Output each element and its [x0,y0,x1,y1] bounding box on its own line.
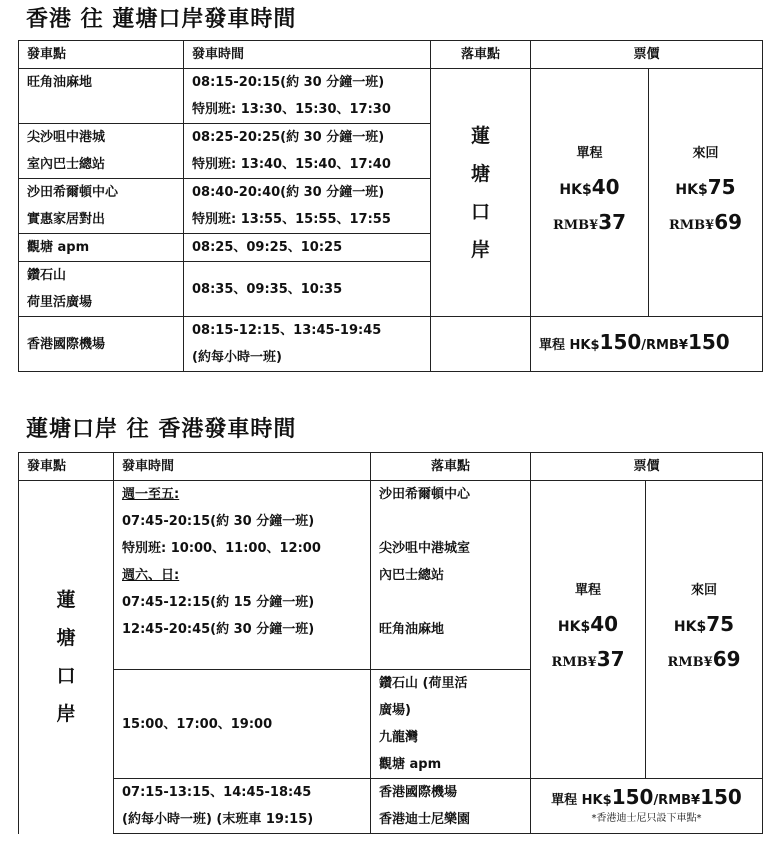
dropoff-blank [431,317,531,372]
origin-char: 口 [56,665,76,688]
time-text: 07:45-20:15(約 30 分鐘一班) [122,514,315,529]
stop-name: 實惠家居對出 [27,212,106,227]
stop-name: 荷里活廣場 [27,295,93,310]
header-fare: 票價 [531,453,763,481]
table-row-times: 08:35、09:35、10:35 [184,262,431,317]
drop-list-2 [371,670,531,779]
stop-name: 旺角油麻地 [27,75,93,90]
table-row-stop [19,262,184,317]
drop-name: 沙田希爾頓中心 [379,487,471,502]
drop-name: 香港迪士尼樂園 [379,812,471,827]
fare-single [531,481,646,779]
time-text: 07:15-13:15、14:45-18:45 [122,785,312,800]
hk-value: 75 [707,175,736,199]
table-row-stop [19,69,184,124]
hk-value: 75 [706,612,735,636]
table-row-stop: 觀塘 apm [19,234,184,262]
airport-rmb: 150 [700,785,742,809]
drop-name: 內巴士總站 [379,568,445,583]
drop-name: 旺角油麻地 [379,622,445,637]
hk-prefix: HK$ [557,619,591,635]
time-text: 12:45-20:45(約 30 分鐘一班) [122,622,315,637]
rmb-value: 69 [714,210,743,234]
airport-fare-line [531,786,762,812]
time-text: 特別班: 13:30、15:30、17:30 [192,102,391,117]
fare-airport [531,317,763,372]
fare-single [531,69,649,317]
drop-name: 尖沙咀中港城室 [379,541,471,556]
header-origin: 發車點 [19,41,184,69]
origin-char: 塘 [56,627,76,650]
fare-single-hk [531,608,645,643]
header-dropoff: 落車點 [371,453,531,481]
header-time: 發車時間 [114,453,371,481]
airport-fare-label: 單程 HK$ [539,338,600,353]
fare-single-label: 單程 [576,146,603,161]
hk-prefix: HK$ [675,182,708,198]
fare-return [646,481,763,779]
dropoff-char: 口 [470,200,490,223]
disney-note: *香港迪士尼只設下車點* [591,813,702,824]
header-dropoff: 落車點 [431,41,531,69]
drop-list-1 [371,481,531,670]
airport-fare-label: 單程 HK$ [551,793,612,808]
hk-prefix: HK$ [559,182,592,198]
schedule-table-to-hongkong [18,452,763,834]
rmb-value: 37 [598,210,627,234]
table-row-times [184,69,431,124]
time-text: 特別班: 13:55、15:55、17:55 [192,212,391,227]
drop-name: 九龍灣 [379,730,419,745]
dropoff-char: 塘 [470,162,490,185]
rmb-prefix: RMB¥ [668,218,715,233]
fare-single-hk [531,171,648,206]
rmb-prefix: RMB¥ [667,655,713,670]
drop-name: 鑽石山 (荷里活 [379,676,468,691]
rmb-prefix: RMB¥ [552,218,599,233]
fare-return-label: 來回 [692,146,719,161]
airport-hk: 150 [611,785,654,809]
rmb-value: 37 [596,647,625,671]
rmb-value: 69 [712,647,741,671]
time-text: (約每小時一班) (末班車 19:15) [122,812,314,827]
time-text: 08:15-12:15、13:45-19:45 [192,323,382,338]
table-row-stop [19,179,184,234]
weekend-label: 週六、日: [122,568,180,583]
table-row-stop: 香港國際機場 [19,317,184,372]
fare-return [649,69,763,317]
table-row-times: 08:25、09:25、10:25 [184,234,431,262]
fare-return-hk [649,171,762,206]
dropoff-liantang [431,69,531,317]
airport-sep: /RMB¥ [641,338,688,353]
block2-times: 15:00、17:00、19:00 [114,670,371,779]
stop-name: 沙田希爾頓中心 [27,185,119,200]
fare-return-label: 來回 [691,583,718,598]
header-time: 發車時間 [184,41,431,69]
hk-value: 40 [591,175,620,199]
table-row-times [184,124,431,179]
rmb-prefix: RMB¥ [551,655,597,670]
time-text: 特別班: 10:00、11:00、12:00 [122,541,321,556]
fare-airport [531,779,763,834]
weekday-label: 週一至五: [122,487,180,502]
table-row-stop [19,124,184,179]
block3-times [114,779,371,834]
stop-name: 室內巴士總站 [27,157,106,172]
header-fare: 票價 [531,41,763,69]
fare-single-rmb [531,643,645,679]
dropoff-char: 岸 [470,238,490,261]
stop-name: 鑽石山 [27,268,67,283]
airport-sep: /RMB¥ [653,793,701,808]
fare-return-rmb [649,206,762,242]
time-text: 08:25-20:25(約 30 分鐘一班) [192,130,385,145]
hk-prefix: HK$ [673,619,707,635]
drop-name: 香港國際機場 [379,785,458,800]
time-text: 08:40-20:40(約 30 分鐘一班) [192,185,385,200]
time-text: 07:45-12:15(約 15 分鐘一班) [122,595,315,610]
fare-single-label: 單程 [574,583,601,598]
drop-name: 觀塘 apm [379,757,442,772]
time-text: 08:15-20:15(約 30 分鐘一班) [192,75,385,90]
airport-rmb: 150 [687,330,730,354]
airport-hk: 150 [599,330,642,354]
origin-char: 蓮 [56,589,76,612]
drop-name: 廣場) [379,703,411,718]
origin-liantang [19,481,114,834]
hk-value: 40 [590,612,619,636]
time-text: 特別班: 13:40、15:40、17:40 [192,157,391,172]
fare-return-hk [646,608,762,643]
table1-title: 香港 往 蓮塘口岸發車時間 [26,6,297,32]
time-text: (約每小時一班) [192,350,282,365]
table-row-times [184,317,431,372]
drop-list-3 [371,779,531,834]
stop-name: 尖沙咀中港城 [27,130,106,145]
fare-return-rmb [646,643,762,679]
origin-char: 岸 [56,703,76,726]
weekday-weekend-times [114,481,371,670]
table2-title: 蓮塘口岸 往 香港發車時間 [26,416,297,442]
schedule-table-to-liantang [18,40,763,372]
dropoff-char: 蓮 [470,124,490,147]
header-origin: 發車點 [19,453,114,481]
table-row-times [184,179,431,234]
fare-single-rmb [531,206,648,242]
